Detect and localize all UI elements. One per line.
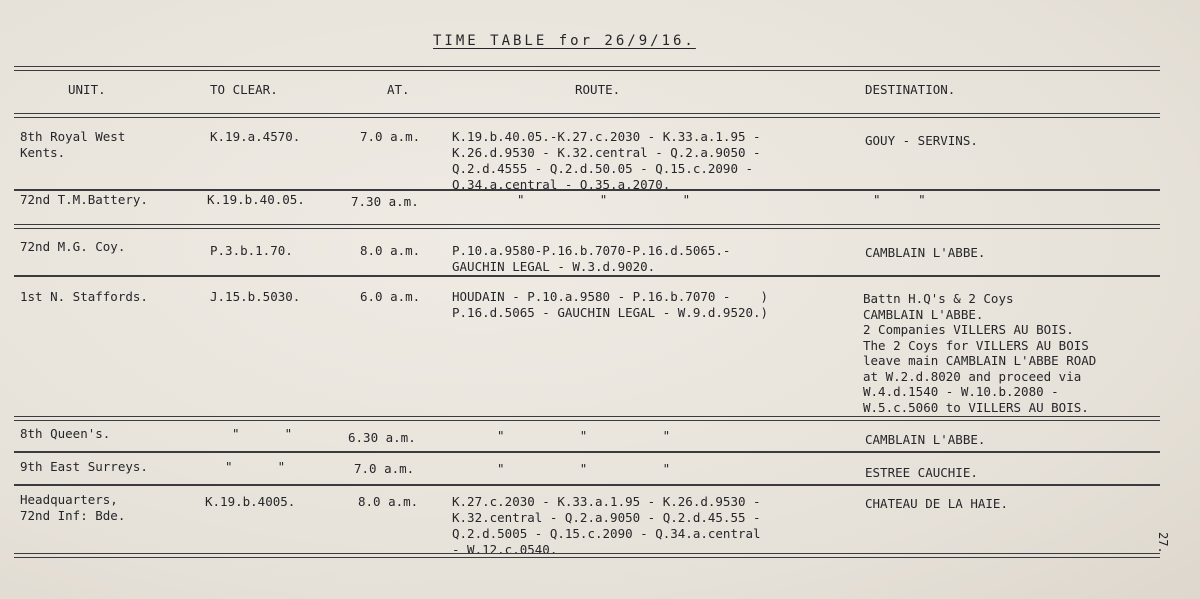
row-unit: 72nd T.M.Battery. (20, 192, 148, 207)
row-destination: ESTREE CAUCHIE. (865, 465, 978, 480)
row-unit: 1st N. Staffords. (20, 289, 148, 304)
header-bottom-rule (14, 113, 1160, 114)
column-header-route: ROUTE. (575, 82, 621, 97)
row-destination: GOUY - SERVINS. (865, 133, 978, 148)
row-route: HOUDAIN - P.10.a.9580 - P.16.b.7070 - ) P.16.d.5065 - GAUCHIN LEGAL - W.9.d.9520.) (452, 289, 769, 320)
row-at: 7.0 a.m. (360, 129, 421, 144)
row-divider (14, 275, 1160, 277)
page-number: 27. (1156, 532, 1170, 554)
row-at: 7.30 a.m. (351, 194, 419, 209)
column-header-destination: DESTINATION. (865, 82, 956, 97)
row-divider (14, 189, 1160, 191)
page-title: TIME TABLE for 26/9/16. (433, 33, 696, 49)
row-route: " " " (497, 461, 671, 476)
row-unit: 8th Royal West Kents. (20, 129, 126, 160)
row-to-clear: K.19.b.40.05. (207, 192, 305, 207)
row-route: K.27.c.2030 - K.33.a.1.95 - K.26.d.9530 - K.32.central - Q.2.a.9050 - Q.2.d.45.55 - Q.2.d.5005 - Q.15.c.2090 - Q.34.a.central - W.12.c.0540. (452, 494, 761, 557)
row-destination: CHATEAU DE LA HAIE. (865, 496, 1008, 511)
row-unit: 9th East Surreys. (20, 459, 148, 474)
row-to-clear: P.3.b.1.70. (210, 243, 293, 258)
header-top-rule (14, 66, 1160, 67)
row-to-clear: " " (225, 459, 286, 474)
row-at: 6.30 a.m. (348, 430, 416, 445)
table-bottom-rule (14, 553, 1160, 554)
row-destination: CAMBLAIN L'ABBE. (865, 245, 986, 260)
row-unit: 72nd M.G. Coy. (20, 239, 126, 254)
row-to-clear: K.19.b.4005. (205, 494, 296, 509)
row-at: 7.0 a.m. (354, 461, 415, 476)
row-destination: Battn H.Q's & 2 Coys CAMBLAIN L'ABBE. 2 Companies VILLERS AU BOIS. The 2 Coys for VILLERS AU BOIS leave main CAMBLAIN L'ABBE ROAD at W.2.d.8020 and proceed via W.4.d.1540 - W.10.b.2080 - W.5.c.5060 to VILLERS AU BOIS. (863, 291, 1097, 415)
column-header-unit: UNIT. (68, 82, 106, 97)
row-unit: Headquarters, 72nd Inf: Bde. (20, 492, 126, 523)
column-header-at: AT. (387, 82, 410, 97)
row-divider (14, 416, 1160, 417)
row-destination: " " (873, 192, 926, 207)
row-at: 6.0 a.m. (360, 289, 421, 304)
row-at: 8.0 a.m. (360, 243, 421, 258)
row-to-clear: K.19.a.4570. (210, 129, 301, 144)
row-destination: CAMBLAIN L'ABBE. (865, 432, 986, 447)
row-route: " " " (517, 192, 691, 207)
row-route: P.10.a.9580-P.16.b.7070-P.16.d.5065.- GAUCHIN LEGAL - W.3.d.9020. (452, 243, 731, 274)
row-unit: 8th Queen's. (20, 426, 111, 441)
row-at: 8.0 a.m. (358, 494, 419, 509)
row-divider (14, 451, 1160, 453)
row-to-clear: " " (232, 426, 293, 441)
row-divider (14, 484, 1160, 486)
row-route: K.19.b.40.05.-K.27.c.2030 - K.33.a.1.95 - K.26.d.9530 - K.32.central - Q.2.a.9050 - Q.2.d.4555 - Q.2.d.50.05 - Q.15.c.2090 - Q.34.a.central - Q.35.a.2070. (452, 129, 761, 192)
row-route: " " " (497, 428, 671, 443)
row-divider (14, 224, 1160, 225)
row-to-clear: J.15.b.5030. (210, 289, 301, 304)
column-header-to-clear: TO CLEAR. (210, 82, 278, 97)
